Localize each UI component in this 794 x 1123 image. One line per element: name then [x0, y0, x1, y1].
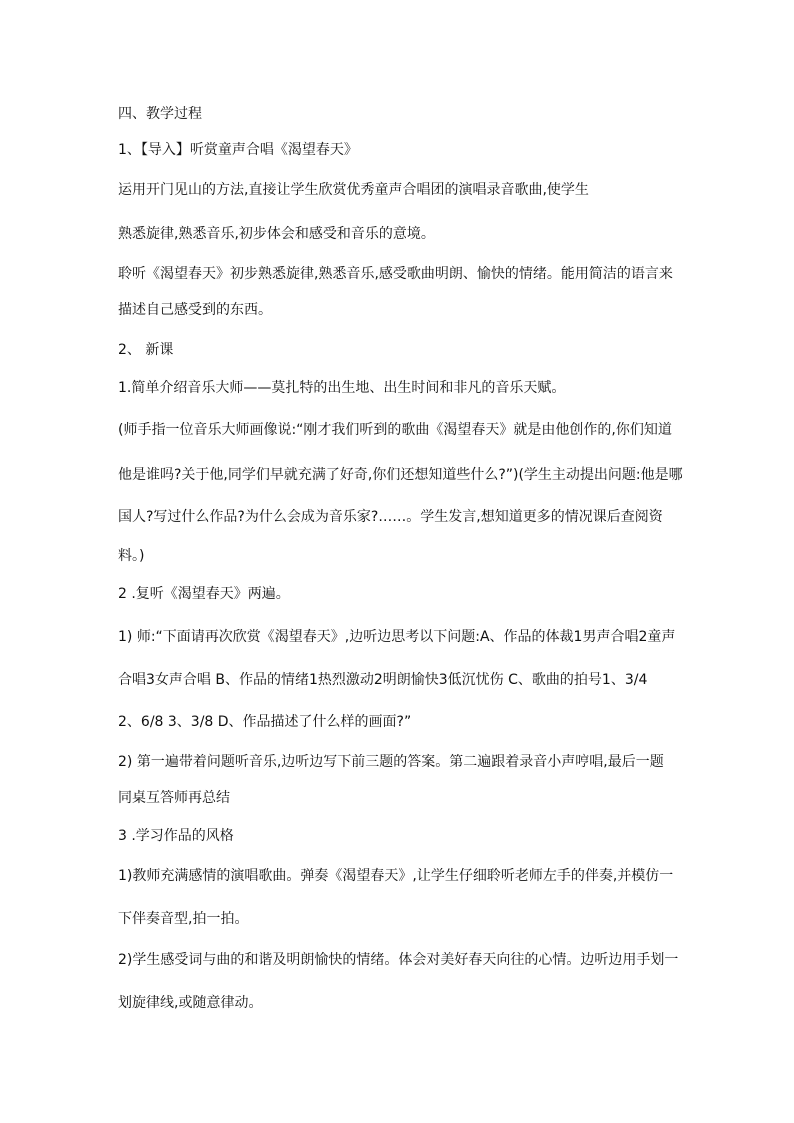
section-heading: 四、教学过程 [118, 106, 202, 122]
paragraph-line: 同桌互答师再总结 [118, 790, 230, 806]
paragraph-line: 聆听《渴望春天》初步熟悉旋律,熟悉音乐,感受歌曲明朗、愉快的情绪。能用简洁的语言来 [118, 266, 673, 282]
paragraph-line: 运用开门见山的方法,直接让学生欣赏优秀童声合唱团的演唱录音歌曲,使学生 [118, 182, 589, 198]
paragraph-line: 2)学生感受词与曲的和谐及明朗愉快的情绪。体会对美好春天向往的心情。边听边用手划一 [118, 952, 679, 968]
step-heading-new-lesson: 2、 新课 [118, 342, 174, 358]
paragraph-line: (师手指一位音乐大师画像说:“刚才我们听到的歌曲《渴望春天》就是由他创作的,你们知道 [118, 422, 672, 438]
paragraph-line: 2、6/8 3、3/8 D、作品描述了什么样的画面?” [118, 714, 412, 730]
paragraph-line: 国人?写过什么作品?为什么会成为音乐家?……。学生发言,想知道更多的情况课后查阅资 [118, 509, 663, 525]
paragraph-line: 他是谁吗?关于他,同学们早就充满了好奇,你们还想知道些什么?”)(学生主动提出问题:他是哪 [118, 467, 683, 483]
paragraph-line: 料。) [118, 548, 145, 564]
paragraph-line: 1)教师充满感情的演唱歌曲。弹奏《渴望春天》,让学生仔细聆听老师左手的伴奏,并模仿一 [118, 868, 674, 884]
paragraph-line: 2 .复听《渴望春天》两遍。 [118, 586, 290, 602]
paragraph-line: 2) 第一遍带着问题听音乐,边听边写下前三题的答案。第二遍跟着录音小声哼唱,最后一题 [118, 754, 664, 770]
paragraph-line: 1.简单介绍音乐大师——莫扎特的出生地、出生时间和非凡的音乐天赋。 [118, 380, 566, 396]
paragraph-line: 3 .学习作品的风格 [118, 828, 234, 844]
paragraph-line: 描述自己感受到的东西。 [118, 302, 272, 318]
paragraph-line: 下伴奏音型,拍一拍。 [118, 911, 249, 927]
paragraph-line: 合唱3女声合唱 B、作品的情绪1热烈激动2明朗愉快3低沉忧伤 C、歌曲的拍号1、3/4 [118, 672, 648, 688]
step-heading-intro: 1、【导入】听赏童声合唱《渴望春天》 [118, 142, 358, 158]
paragraph-line: 熟悉旋律,熟悉音乐,初步体会和感受和音乐的意境。 [118, 226, 435, 242]
paragraph-line: 1) 师:“下面请再次欣赏《渴望春天》,边听边思考以下问题:A、作品的体裁1男声合唱2童声 [118, 629, 676, 645]
paragraph-line: 划旋律线,或随意律动。 [118, 995, 263, 1011]
